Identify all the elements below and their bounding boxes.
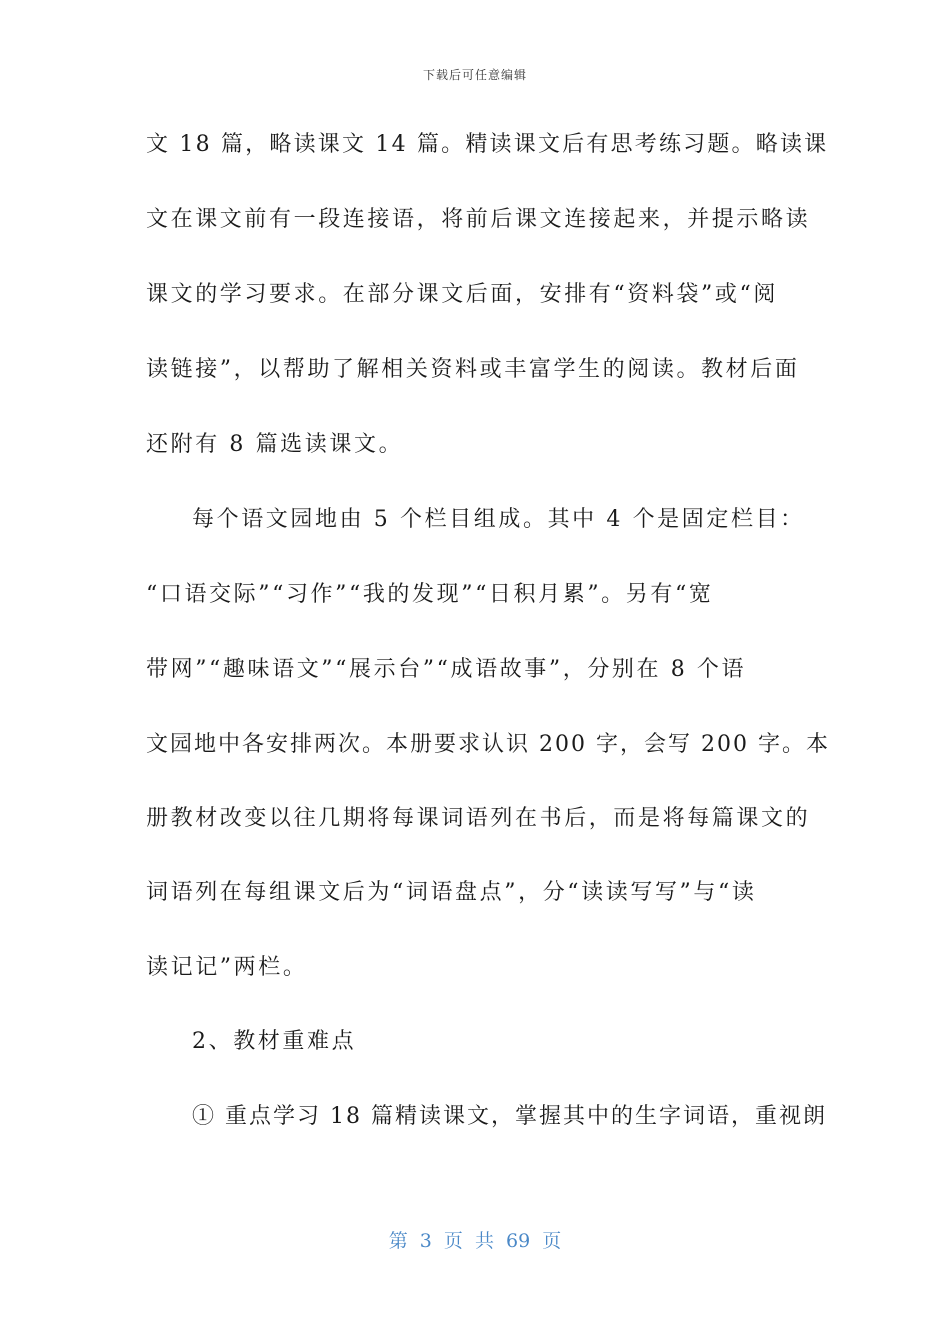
text-line: 册教材改变以往几期将每课词语列在书后，而是将每篇课文的 [146, 806, 811, 831]
text-line: 带网”“趣味语文”“展示台”“成语故事”，分别在 8 个语 [146, 657, 747, 682]
text-line: ① 重点学习 18 篇精读课文，掌握其中的生字词语，重视朗 [192, 1104, 827, 1129]
text-line: 每个语文园地由 5 个栏目组成。其中 4 个是固定栏目： [192, 507, 805, 532]
text-line: 文园地中各安排两次。本册要求认识 200 字，会写 200 字。本 [146, 732, 830, 757]
text-line: 词语列在每组课文后为“词语盘点”，分“读读写写”与“读 [146, 880, 757, 905]
section-heading: 2、教材重难点 [192, 1029, 357, 1054]
text-line: 读链接”，以帮助了解相关资料或丰富学生的阅读。教材后面 [146, 357, 800, 382]
text-line: “口语交际”“习作”“我的发现”“日积月累”。另有“宽 [146, 582, 714, 607]
page-number: 第 3 页 共 69 页 [388, 1230, 562, 1252]
text-line: 课文的学习要求。在部分课文后面，安排有“资料袋”或“阅 [146, 282, 778, 307]
text-line: 文在课文前有一段连接语，将前后课文连接起来，并提示略读 [146, 207, 811, 232]
text-line: 还附有 8 篇选读课文。 [146, 432, 404, 457]
page-header: 下载后可任意编辑 [422, 68, 527, 82]
text-line: 读记记”两栏。 [146, 955, 308, 980]
text-line: 文 18 篇，略读课文 14 篇。精读课文后有思考练习题。略读课 [146, 132, 829, 157]
